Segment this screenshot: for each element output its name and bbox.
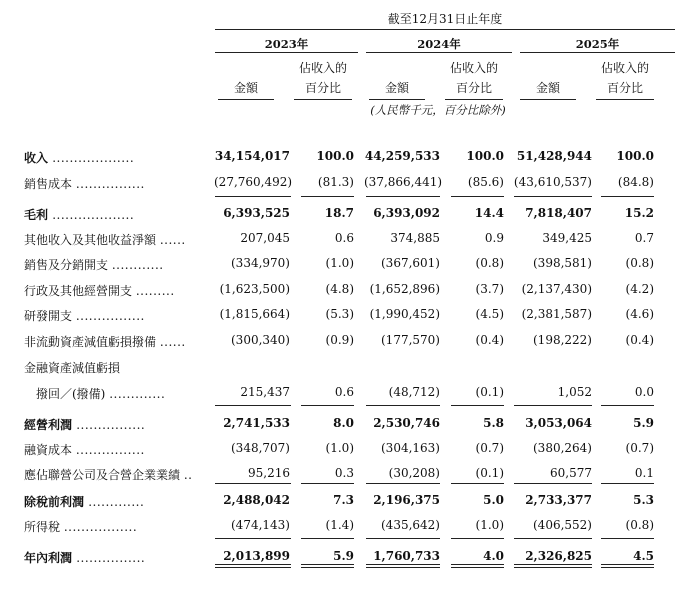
year-underline-2025	[520, 52, 675, 53]
row-label	[24, 231, 186, 248]
cell-amount-2023: 95,216	[248, 466, 290, 480]
row-label	[24, 256, 164, 273]
year-underline-2023	[215, 52, 358, 53]
row-label	[24, 549, 145, 566]
double-rule	[366, 567, 440, 568]
cell-pct-2023: 8.0	[333, 416, 354, 430]
rule-line	[215, 405, 291, 406]
pct-head-line1: 佔收入的	[449, 61, 498, 75]
row-leader-dots: ................	[76, 551, 146, 565]
cell-pct-2025: 15.2	[624, 206, 654, 220]
cell-pct-2025: 5.3	[633, 493, 654, 507]
cell-pct-2025: (4.6)	[625, 307, 654, 321]
row-label	[24, 416, 145, 433]
row-label-text: 銷售及分銷開支	[24, 258, 109, 272]
table-row	[0, 203, 692, 225]
cell-pct-2023: (0.9)	[325, 333, 354, 347]
row-label	[24, 385, 165, 402]
cell-amount-2023: (334,970)	[231, 256, 290, 270]
cell-pct-2023: 100.0	[316, 149, 354, 163]
row-label-text: 銷售成本	[24, 177, 73, 191]
double-rule	[215, 567, 291, 568]
table-row	[0, 279, 692, 301]
cell-amount-2024: (30,208)	[388, 466, 440, 480]
row-leader-dots: .............	[109, 387, 166, 401]
row-label	[24, 359, 124, 376]
row-label-text: 收入	[24, 151, 49, 165]
double-rule	[366, 564, 440, 565]
table-row	[0, 463, 692, 485]
row-label-text: 研發開支	[24, 309, 73, 323]
cell-pct-2025: (0.8)	[625, 256, 654, 270]
row-label	[24, 175, 145, 192]
cell-amount-2025: (43,610,537)	[513, 175, 592, 189]
double-rule	[601, 567, 654, 568]
rule-line	[514, 483, 592, 484]
cell-amount-2025: 349,425	[542, 231, 592, 245]
cell-pct-2024: 0.9	[484, 231, 504, 245]
cell-pct-2025: (4.2)	[625, 282, 654, 296]
rule-line	[215, 538, 291, 539]
row-leader-dots: ................	[76, 418, 146, 432]
period-underline	[215, 29, 675, 30]
row-label-text: 毛利	[24, 208, 49, 222]
rule-line	[215, 483, 291, 484]
table-row	[0, 438, 692, 460]
rule-line	[451, 538, 504, 539]
pct-head-line2: 百分比	[455, 81, 492, 95]
cell-amount-2025: 1,052	[557, 385, 592, 399]
row-label-text: 金融資產減值虧損	[24, 361, 121, 375]
pct-head-2024	[445, 58, 503, 98]
pct-head-line2: 百分比	[606, 81, 643, 95]
cell-amount-2025: 3,053,064	[525, 416, 592, 430]
double-rule	[215, 564, 291, 565]
cell-amount-2023: (27,760,492)	[214, 175, 293, 189]
rule-line	[366, 405, 440, 406]
table-row	[0, 172, 692, 194]
unit-note: (人民幣千元，百分比除外)	[370, 103, 506, 117]
cell-pct-2023: (1.4)	[325, 518, 354, 532]
cell-pct-2023: (5.3)	[325, 307, 354, 321]
cell-pct-2024: (85.6)	[467, 175, 504, 189]
rule-line	[601, 483, 654, 484]
cell-pct-2024: (0.4)	[475, 333, 504, 347]
cell-pct-2024: 14.4	[474, 206, 504, 220]
cell-pct-2024: 4.0	[483, 549, 504, 563]
cell-amount-2024: 374,885	[390, 231, 440, 245]
row-label	[24, 282, 175, 299]
row-leader-dots: .............	[88, 495, 145, 509]
period-heading: 截至12月31日止年度	[387, 12, 503, 26]
row-leader-dots: ................	[75, 443, 145, 457]
cell-pct-2024: 5.0	[483, 493, 504, 507]
cell-pct-2023: 18.7	[324, 206, 354, 220]
row-label-text: 撥回／(撥備)	[24, 387, 106, 401]
row-leader-dots: ..	[183, 468, 193, 482]
row-leader-dots: .........	[135, 284, 175, 298]
rule-line	[301, 483, 354, 484]
cell-pct-2025: (0.8)	[625, 518, 654, 532]
cell-amount-2024: 44,259,533	[364, 149, 440, 163]
double-rule	[514, 564, 592, 565]
row-leader-dots: ......	[159, 233, 186, 247]
cell-amount-2024: (435,642)	[381, 518, 440, 532]
row-label	[24, 206, 134, 223]
pct-head-line1: 佔收入的	[298, 61, 347, 75]
rule-line	[601, 196, 654, 197]
cell-pct-2024: (0.1)	[475, 466, 504, 480]
cell-amount-2025: 60,577	[550, 466, 592, 480]
table-row	[0, 330, 692, 352]
cell-amount-2025: (2,137,430)	[521, 282, 592, 296]
cell-pct-2024: (1.0)	[475, 518, 504, 532]
table-row	[0, 490, 692, 512]
cell-amount-2024: (37,866,441)	[364, 175, 443, 189]
cell-pct-2025: 0.7	[634, 231, 654, 245]
cell-amount-2023: 207,045	[240, 231, 290, 245]
cell-amount-2025: (406,552)	[533, 518, 592, 532]
double-rule	[451, 567, 504, 568]
cell-pct-2023: 7.3	[333, 493, 354, 507]
cell-pct-2025: (84.8)	[617, 175, 654, 189]
rule-line	[514, 196, 592, 197]
rule-line	[601, 538, 654, 539]
cell-pct-2025: (0.4)	[625, 333, 654, 347]
cell-pct-2025: (0.7)	[625, 441, 654, 455]
amount-head-2025: 金額	[535, 81, 560, 95]
row-leader-dots: ...................	[52, 151, 135, 165]
rule-line	[514, 538, 592, 539]
year-heading-2023: 2023年	[264, 37, 309, 51]
rule-line	[301, 196, 354, 197]
cell-amount-2025: (398,581)	[533, 256, 592, 270]
rule-line	[301, 405, 354, 406]
colhead-underline	[520, 99, 576, 100]
pct-head-2023	[294, 58, 352, 98]
pct-head-line1: 佔收入的	[600, 61, 649, 75]
row-label-text: 非流動資產減值虧損撥備	[24, 335, 157, 349]
cell-amount-2023: 2,013,899	[223, 549, 290, 563]
colhead-underline	[369, 99, 425, 100]
cell-amount-2023: (1,815,664)	[219, 307, 290, 321]
cell-pct-2023: 0.6	[334, 385, 354, 399]
table-row	[0, 382, 692, 404]
cell-pct-2023: 0.3	[334, 466, 354, 480]
cell-amount-2025: 51,428,944	[516, 149, 592, 163]
rule-line	[451, 196, 504, 197]
rule-line	[366, 538, 440, 539]
cell-amount-2024: 2,196,375	[373, 493, 440, 507]
cell-amount-2023: (474,143)	[231, 518, 290, 532]
cell-pct-2025: 0.0	[634, 385, 654, 399]
table-row	[0, 356, 692, 378]
row-label-text: 所得稅	[24, 520, 61, 534]
cell-amount-2025: (380,264)	[533, 441, 592, 455]
table-row	[0, 304, 692, 326]
row-leader-dots: ......	[159, 335, 186, 349]
cell-amount-2023: (300,340)	[231, 333, 290, 347]
cell-amount-2024: (48,712)	[388, 385, 440, 399]
cell-pct-2024: (0.1)	[475, 385, 504, 399]
double-rule	[451, 564, 504, 565]
row-label-text: 年內利潤	[24, 551, 73, 565]
table-row	[0, 228, 692, 250]
cell-pct-2024: (0.7)	[475, 441, 504, 455]
pct-head-line2: 百分比	[304, 81, 341, 95]
row-leader-dots: .................	[63, 520, 138, 534]
row-label	[24, 149, 134, 166]
colhead-underline	[596, 99, 654, 100]
cell-amount-2023: 2,741,533	[223, 416, 290, 430]
rule-line	[366, 196, 440, 197]
year-heading-2025: 2025年	[575, 37, 620, 51]
cell-pct-2023: 0.6	[334, 231, 354, 245]
rule-line	[514, 405, 592, 406]
cell-amount-2023: 215,437	[240, 385, 290, 399]
cell-amount-2023: (348,707)	[231, 441, 290, 455]
row-label	[24, 307, 145, 324]
cell-pct-2024: 100.0	[466, 149, 504, 163]
cell-pct-2025: 0.1	[634, 466, 654, 480]
rule-line	[301, 538, 354, 539]
amount-head-2023: 金額	[233, 81, 258, 95]
cell-pct-2024: (4.5)	[475, 307, 504, 321]
rule-line	[215, 196, 291, 197]
row-label	[24, 518, 137, 535]
row-label-text: 融資成本	[24, 443, 73, 457]
cell-pct-2024: (3.7)	[475, 282, 504, 296]
cell-pct-2024: (0.8)	[475, 256, 504, 270]
cell-pct-2025: 4.5	[633, 549, 654, 563]
colhead-underline	[218, 99, 274, 100]
colhead-underline	[294, 99, 352, 100]
double-rule	[301, 564, 354, 565]
rule-line	[366, 483, 440, 484]
row-label-text: 除稅前利潤	[24, 495, 85, 509]
cell-amount-2023: 34,154,017	[214, 149, 290, 163]
cell-pct-2025: 100.0	[616, 149, 654, 163]
cell-amount-2025: (2,381,587)	[521, 307, 592, 321]
cell-amount-2024: (367,601)	[381, 256, 440, 270]
cell-amount-2024: (1,652,896)	[369, 282, 440, 296]
double-rule	[301, 567, 354, 568]
rule-line	[451, 405, 504, 406]
row-label-text: 行政及其他經營開支	[24, 284, 133, 298]
cell-amount-2025: (198,222)	[533, 333, 592, 347]
row-label-text: 經營利潤	[24, 418, 73, 432]
cell-amount-2025: 7,818,407	[525, 206, 592, 220]
table-row	[0, 146, 692, 168]
year-underline-2024	[366, 52, 512, 53]
cell-pct-2023: (81.3)	[317, 175, 354, 189]
cell-pct-2023: (4.8)	[325, 282, 354, 296]
cell-amount-2024: (304,163)	[381, 441, 440, 455]
row-label	[24, 493, 144, 510]
row-label	[24, 333, 186, 350]
cell-amount-2025: 2,733,377	[525, 493, 592, 507]
table-row	[0, 515, 692, 537]
cell-amount-2024: 6,393,092	[373, 206, 440, 220]
row-label-text: 應佔聯營公司及合營企業業績	[24, 468, 181, 482]
row-leader-dots: ............	[111, 258, 164, 272]
table-row	[0, 253, 692, 275]
row-leader-dots: ...................	[52, 208, 135, 222]
cell-pct-2024: 5.8	[483, 416, 504, 430]
cell-pct-2023: 5.9	[333, 549, 354, 563]
cell-amount-2025: 2,326,825	[525, 549, 592, 563]
cell-pct-2023: (1.0)	[325, 256, 354, 270]
row-leader-dots: ................	[75, 177, 145, 191]
row-leader-dots: ................	[75, 309, 145, 323]
cell-amount-2024: 2,530,746	[373, 416, 440, 430]
double-rule	[514, 567, 592, 568]
amount-head-2024: 金額	[384, 81, 409, 95]
double-rule	[601, 564, 654, 565]
rule-line	[451, 483, 504, 484]
pct-head-2025	[596, 58, 654, 98]
rule-line	[601, 405, 654, 406]
table-row	[0, 413, 692, 435]
colhead-underline	[445, 99, 503, 100]
cell-amount-2024: (177,570)	[381, 333, 440, 347]
cell-amount-2023: 2,488,042	[223, 493, 290, 507]
row-label-text: 其他收入及其他收益淨額	[24, 233, 157, 247]
cell-pct-2023: (1.0)	[325, 441, 354, 455]
cell-amount-2023: (1,623,500)	[219, 282, 290, 296]
year-heading-2024: 2024年	[417, 37, 461, 51]
row-label	[24, 466, 192, 483]
cell-amount-2024: (1,990,452)	[369, 307, 440, 321]
cell-pct-2025: 5.9	[633, 416, 654, 430]
cell-amount-2023: 6,393,525	[223, 206, 290, 220]
row-label	[24, 441, 145, 458]
cell-amount-2024: 1,760,733	[373, 549, 440, 563]
